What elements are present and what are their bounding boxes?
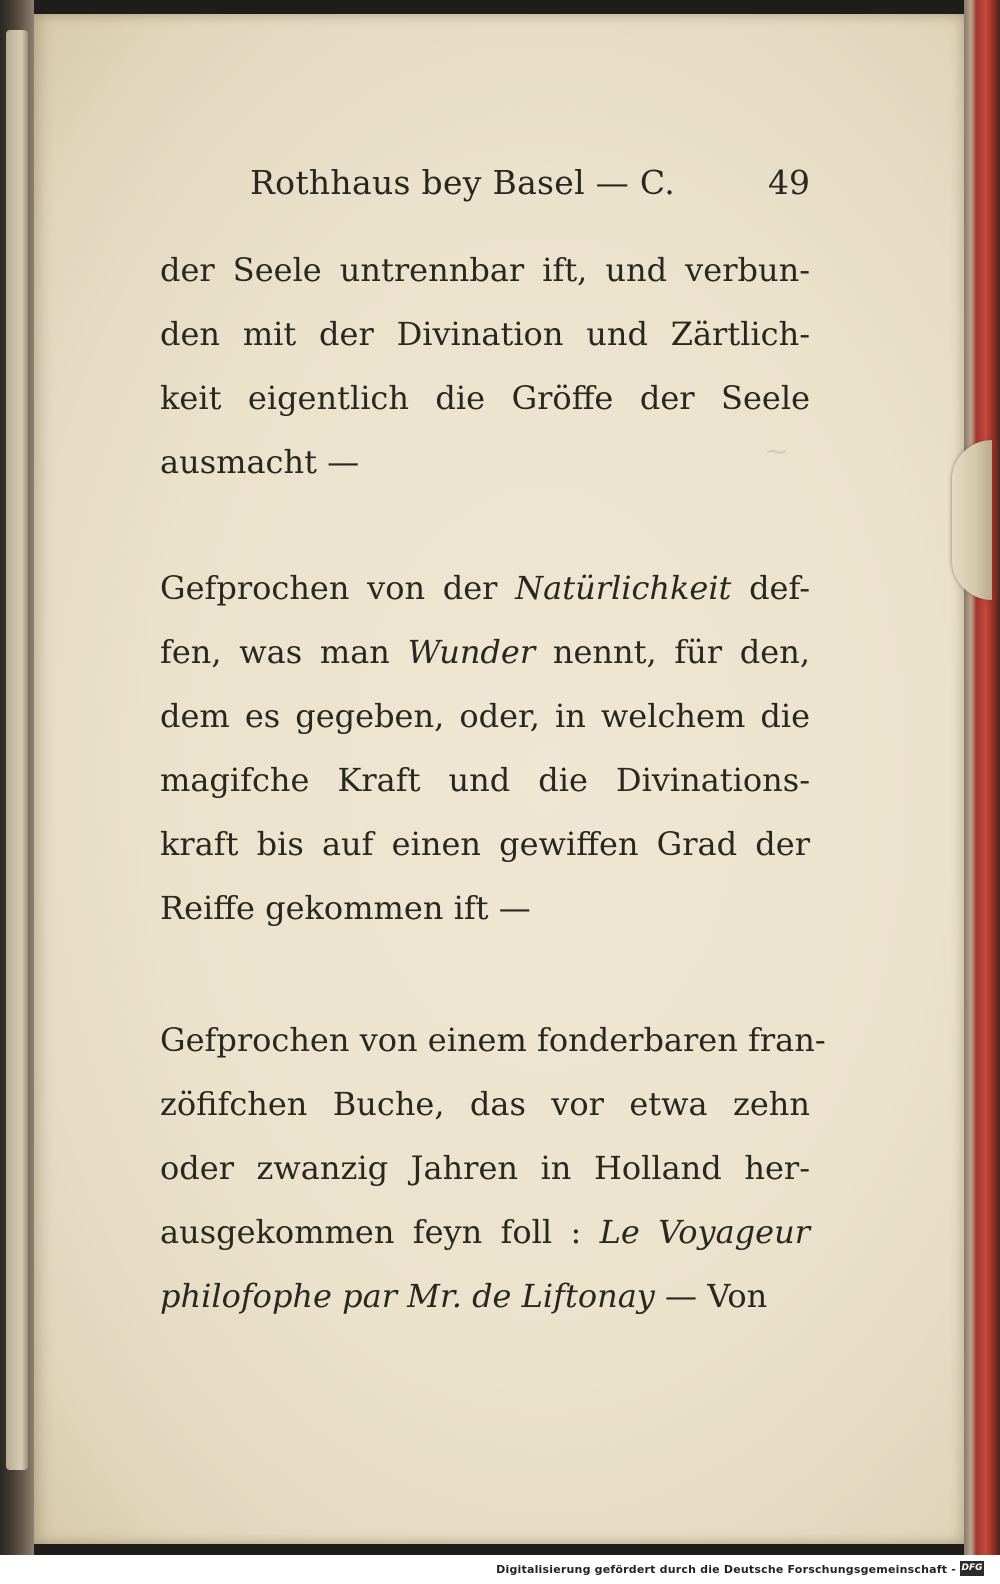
text-line <box>160 378 810 418</box>
running-title: Rothhaus bey Basel — C. <box>250 163 676 202</box>
italic-text: Le Voyageur <box>599 1213 810 1251</box>
text-line <box>160 568 810 608</box>
text-run: ausgekommen feyn foll : <box>160 1213 600 1251</box>
text-line <box>160 1276 810 1316</box>
text-run: der Seele untrennbar ift, und verbun- <box>160 251 810 289</box>
text-run: Gefprochen von einem fonderbaren fran- <box>160 1021 826 1059</box>
text-line <box>160 696 810 736</box>
red-fore-edge <box>964 0 1000 1555</box>
text-line <box>160 250 810 290</box>
text-run: zöfifchen Buche, das vor etwa zehn <box>160 1085 810 1123</box>
text-line <box>160 760 810 800</box>
text-line <box>160 1020 826 1060</box>
text-line <box>160 1212 810 1252</box>
show-through-mark: ~ <box>764 434 790 469</box>
text-run: Reiffe gekommen ift — <box>160 889 531 927</box>
facing-page-edge <box>6 30 28 1470</box>
italic-text: Natürlichkeit <box>515 569 732 607</box>
footer-bar <box>0 1555 1000 1584</box>
text-run: dem es gegeben, oder, in welchem die <box>160 697 810 735</box>
text-run: kraft bis auf einen gewiffen Grad der <box>160 825 810 863</box>
text-line <box>160 1084 810 1124</box>
text-line <box>160 888 810 928</box>
italic-text: philofophe par Mr. de Liftonay <box>160 1277 655 1315</box>
text-run: fen, was man <box>160 633 408 671</box>
text-line <box>160 824 810 864</box>
text-run: nennt, für den, <box>535 633 811 671</box>
text-run: def- <box>731 569 811 607</box>
text-run: Gefprochen von der <box>160 569 516 607</box>
text-run: ausmacht — <box>160 443 360 481</box>
text-line <box>160 314 810 354</box>
page-number: 49 <box>768 163 810 202</box>
page-tab <box>952 440 992 600</box>
text-line <box>160 442 810 482</box>
text-run: magifche Kraft und die Divinations- <box>160 761 810 799</box>
text-run: keit eigentlich die Gröffe der Seele <box>160 379 810 417</box>
text-run: — Von <box>654 1277 768 1315</box>
body-text <box>160 0 826 1540</box>
funding-credit: Digitalisierung gefördert durch die Deutsche Forschungsgemeinschaft - <box>496 1563 956 1576</box>
dfg-logo: DFG <box>960 1561 984 1576</box>
italic-text: Wunder <box>407 633 536 671</box>
text-run: den mit der Divination und Zärtlich- <box>160 315 810 353</box>
text-line <box>160 1148 810 1188</box>
text-run: oder zwanzig Jahren in Holland her- <box>160 1149 810 1187</box>
text-line <box>160 632 810 672</box>
